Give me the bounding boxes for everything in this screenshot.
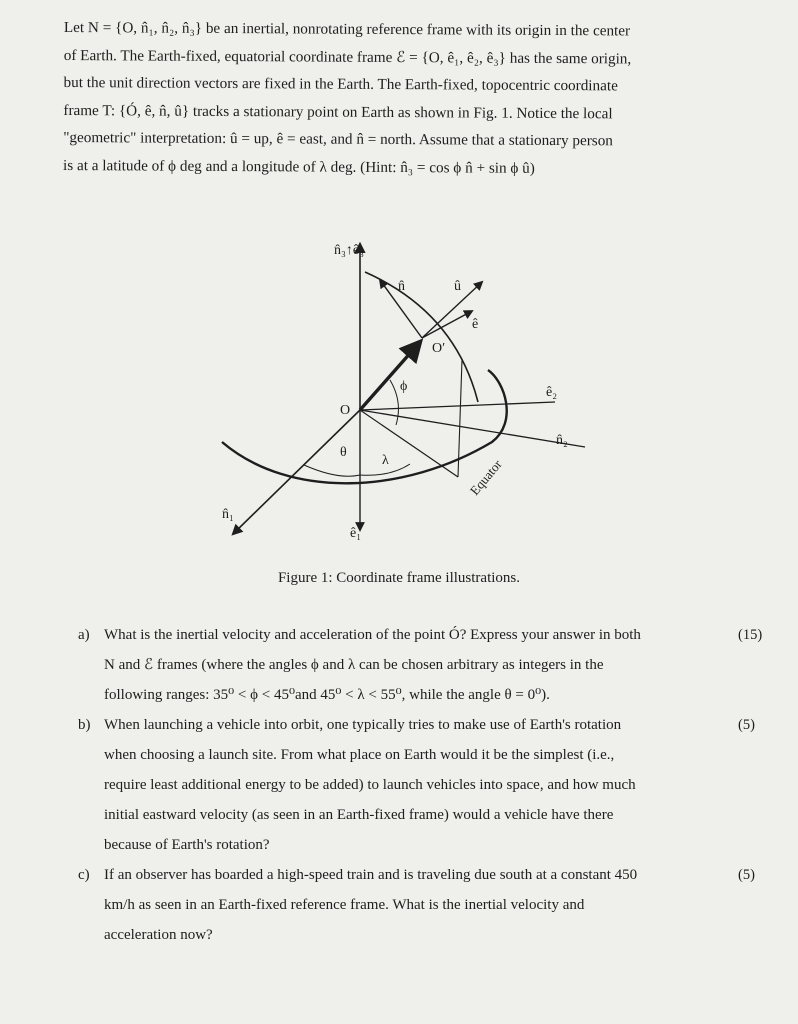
coordinate-frame-figure [200,232,620,562]
intro-line: but the unit direction vectors are fixed in the Earth. The Earth-fixed, topocentric coordinate [63,74,618,95]
question-c [78,860,758,950]
question-line: initial eastward velocity (as seen in an Earth-fixed frame) would a vehicle have there [104,807,614,823]
question-points: (5) [738,867,755,883]
axis-e2 [360,402,555,410]
question-points: (15) [738,627,763,643]
question-line: following ranges: 35⁰ < ϕ < 45⁰and 45⁰ < λ < 55⁰, while the angle θ = 0⁰). [104,687,550,703]
label-n2: n̂₂ [556,433,568,448]
label-e-hat: ê [472,317,479,332]
question-line: require least additional energy to be added) to launch vehicles into space, and how much [104,777,636,793]
question-line: If an observer has boarded a high-speed train and is traveling due south at a constant 450 [104,867,638,883]
theta-angle-arc [304,465,360,476]
intro-line: of Earth. The Earth-fixed, equatorial coordinate frame ℰ = {O, ê₁, ê₂, ê₃} has the same origin, [63,46,632,68]
question-points: (5) [738,717,755,733]
question-body [104,620,758,710]
question-body [104,710,758,860]
label-o-prime: O′ [432,341,446,356]
question-body [104,860,758,950]
label-e2: ê₂ [546,385,558,400]
axis-n2 [360,410,585,447]
label-u-hat: û [454,279,461,294]
question-line: acceleration now? [104,927,213,943]
label-theta: θ [340,445,347,460]
figure-caption: Figure 1: Coordinate frame illustrations. [277,570,521,586]
axis-n1 [233,410,360,534]
question-line: When launching a vehicle into orbit, one typically tries to make use of Earth's rotation [104,717,622,733]
question-label: c) [78,867,90,883]
question-line: N and ℰ frames (where the angles ϕ and λ can be chosen arbitrary as integers in the [104,657,604,673]
intro-line: is at a latitude of ϕ deg and a longitude of λ deg. (Hint: n̂₃ = cos ϕ n̂ + sin ϕ û) [63,156,535,177]
question-line: What is the inertial velocity and acceleration of the point Ó? Express your answer in both [104,627,641,643]
projection-line [360,410,458,477]
label-origin: O [340,403,351,418]
label-phi: ϕ [400,379,408,394]
question-b [78,710,758,860]
label-e1: ê₁ [350,526,362,541]
label-lambda: λ [382,453,389,468]
intro-paragraph [63,14,754,184]
label-n-hat: n̂ [398,279,405,294]
position-vector [360,342,420,410]
question-label: a) [78,627,90,643]
question-line: because of Earth's rotation? [104,837,270,853]
question-line: when choosing a launch site. From what place on Earth would it be the simplest (i.e., [104,747,615,763]
phi-angle-arc [390,380,398,425]
label-n1: n̂₁ [222,507,234,522]
question-a [78,620,763,710]
intro-line: frame T: {Ó, ê, n̂, û} tracks a stationary point on Earth as shown in Fig. 1. Notice the local [63,101,613,123]
question-label: b) [78,717,91,733]
label-equator: Equator [466,456,505,498]
intro-line: "geometric" interpretation: û = up, ê = east, and n̂ = north. Assume that a stationary person [63,129,613,150]
intro-line: Let N = {O, n̂₁, n̂₂, n̂₃} be an inertial, nonrotating reference frame with its origin in the center [63,18,631,40]
label-n3-e3: n̂₃↑ê₃ [334,243,364,258]
question-line: km/h as seen in an Earth-fixed reference frame. What is the inertial velocity and [104,897,585,913]
